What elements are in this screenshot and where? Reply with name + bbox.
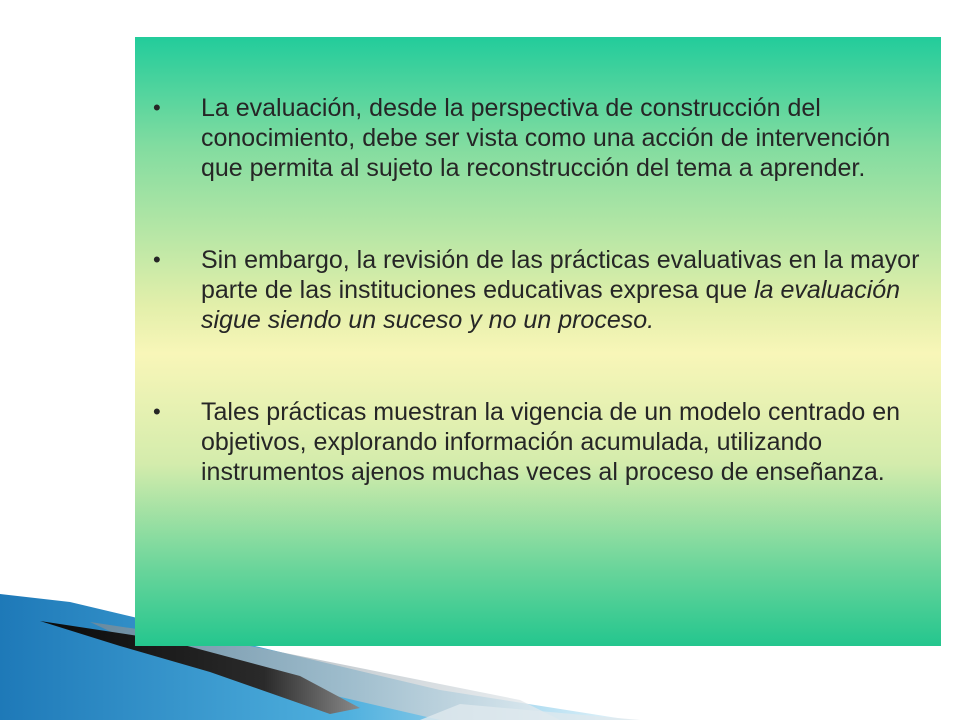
- content-panel: [135, 37, 941, 646]
- bullet-item: [135, 245, 941, 335]
- bullet-text: La evaluación, desde la perspectiva de construcción del conocimiento, debe ser vista como una acción de intervención que permita al sujeto la reconstrucción del tema a aprender.: [201, 94, 891, 182]
- bullet-dot: •: [153, 247, 161, 272]
- bullet-dot: •: [153, 399, 161, 424]
- bullet-item: [135, 397, 941, 487]
- bullet-emphasis-text: la evaluación sigue siendo un suceso y no un proceso.: [201, 276, 901, 334]
- bullet-text: Tales prácticas muestran la vigencia de un modelo centrado en objetivos, explorando información acumulada, utilizando instrumentos ajenos muchas veces al proceso de enseñanza.: [201, 398, 901, 486]
- bullet-list: [135, 93, 941, 549]
- bullet-item: [135, 93, 941, 183]
- bullet-text: Sin embargo, la revisión de las prácticas evaluativas en la mayor parte de las instituciones educativas expresa que: [201, 246, 920, 304]
- bullet-dot: •: [153, 95, 161, 120]
